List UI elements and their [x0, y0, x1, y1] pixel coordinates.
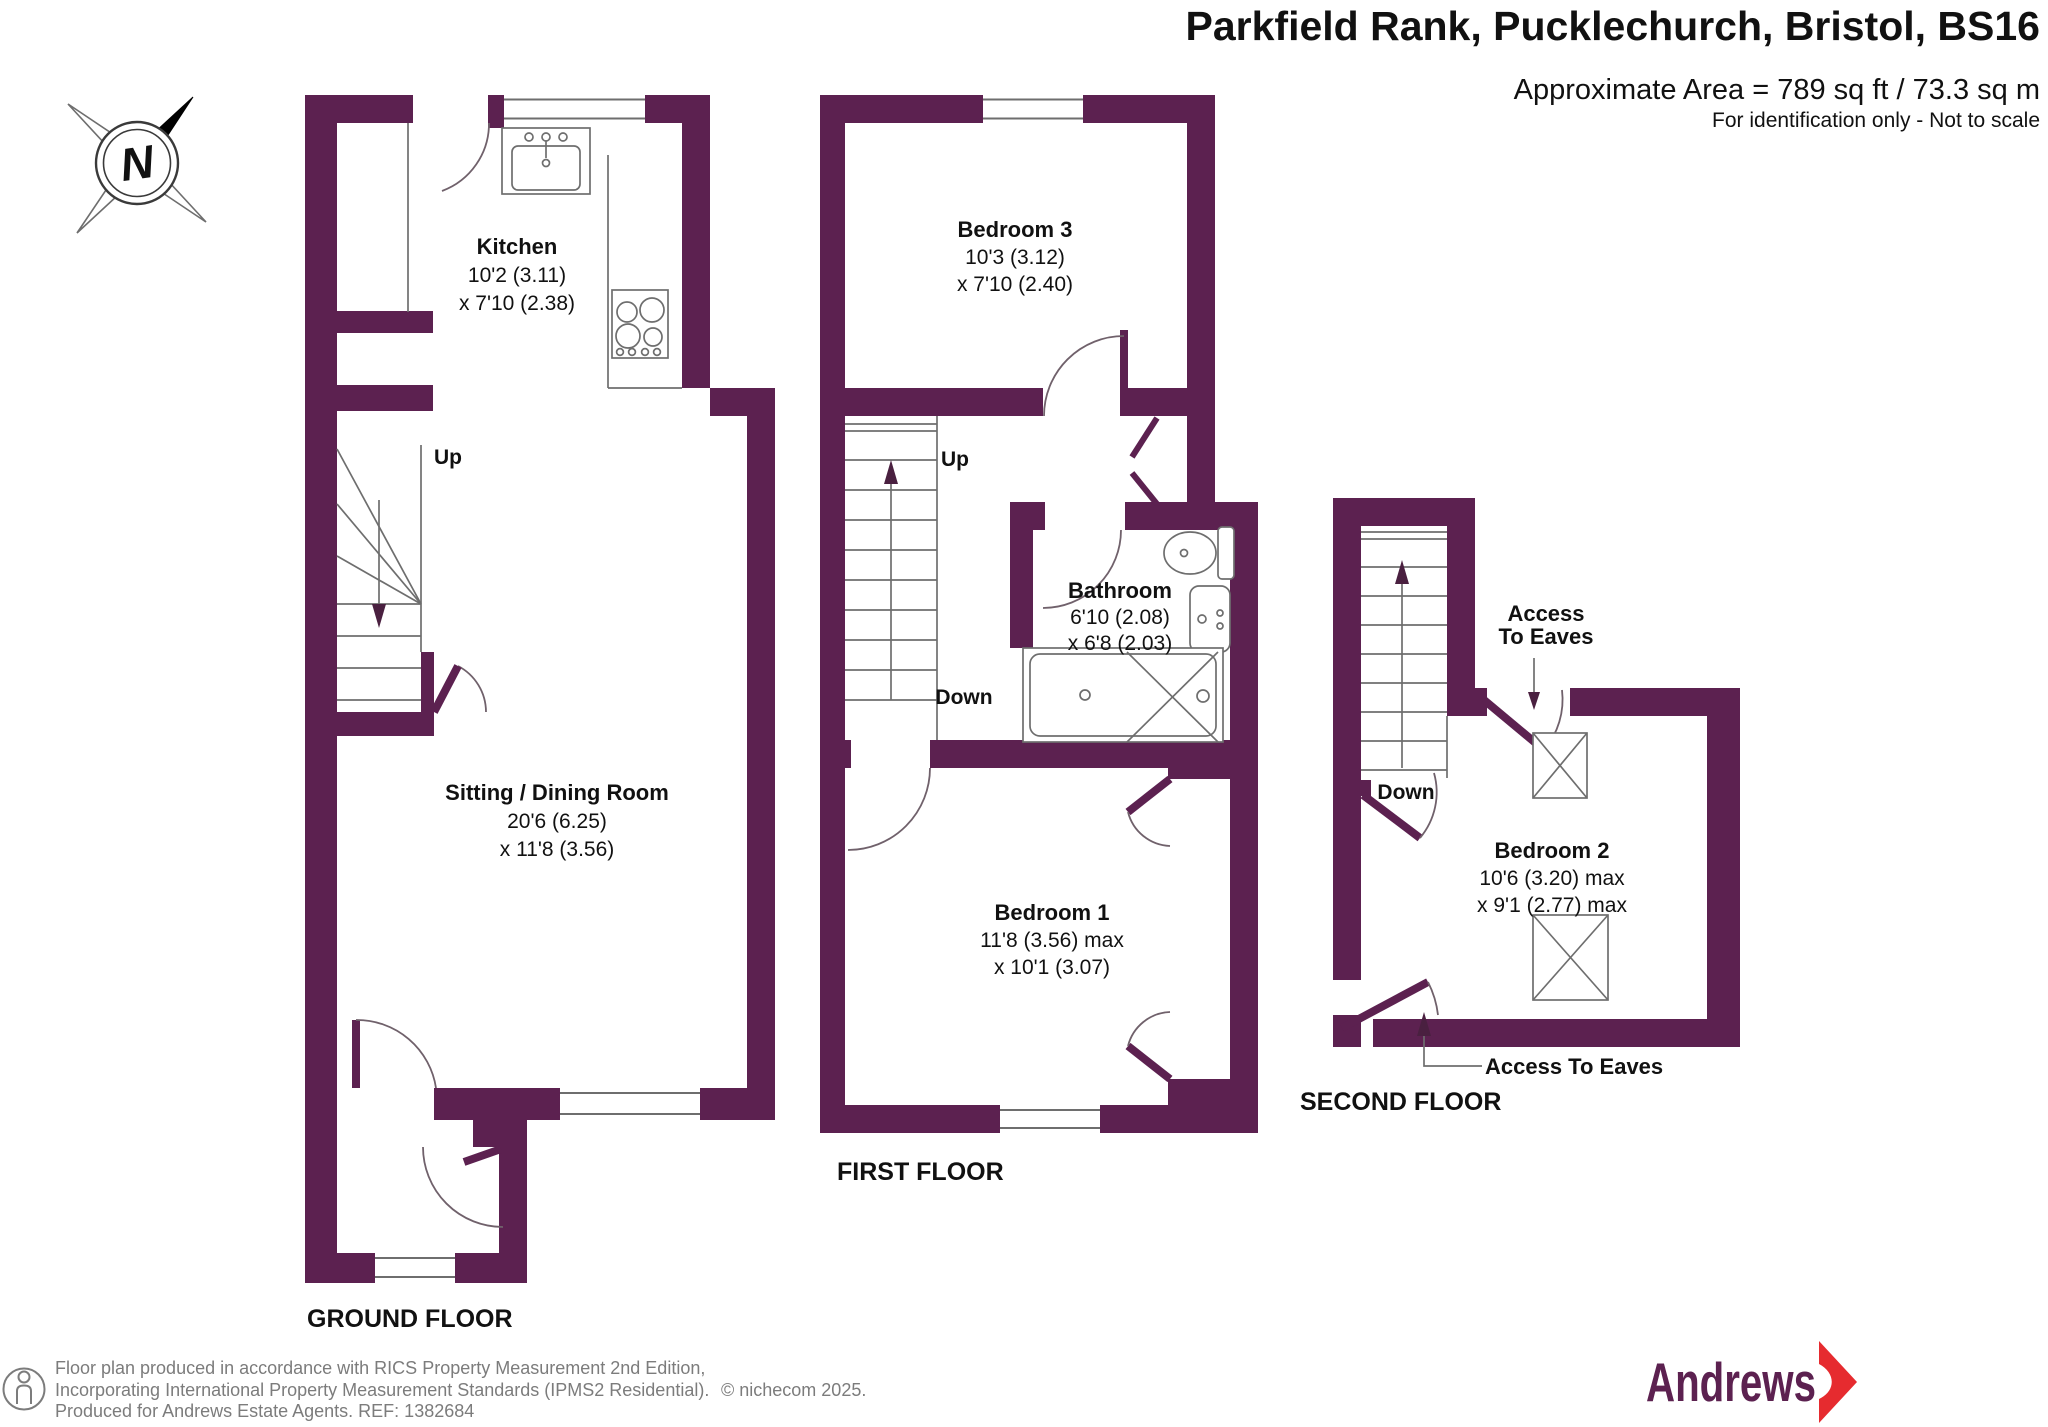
room-label-bedroom2: Bedroom 2: [1494, 838, 1610, 863]
ground-stairs: [337, 445, 421, 700]
bath-shower-icon: [1023, 648, 1223, 742]
second-floor-plan: [1300, 498, 1740, 1116]
access-eaves-top-line2: To Eaves: [1498, 624, 1594, 649]
room-label-bedroom1: Bedroom 1: [994, 900, 1110, 925]
stairs-up-label-first: Up: [941, 448, 969, 471]
second-floor-label: SECOND FLOOR: [1300, 1088, 1502, 1116]
footer-line1: Floor plan produced in accordance with RICS Property Measurement 2nd Edition,: [55, 1358, 706, 1378]
header: [1186, 3, 2040, 132]
first-floor-label: FIRST FLOOR: [837, 1158, 1004, 1186]
first-floor-plan: [820, 95, 1258, 1186]
page-title: Parkfield Rank, Pucklechurch, Bristol, BS16: [1185, 3, 2040, 49]
toilet-icon: [1164, 527, 1234, 579]
stairs-down-label-first: Down: [935, 686, 993, 709]
room-dim-kitchen-1: 10'2 (3.11): [467, 264, 567, 287]
second-stairs: [1361, 532, 1447, 778]
eaves-top-arrowhead: [1528, 692, 1540, 710]
andrews-logo: [1646, 1341, 1857, 1423]
compass-icon: [68, 97, 206, 233]
room-dim-bedroom2-2: x 9'1 (2.77) max: [1477, 894, 1627, 917]
person-icon: [4, 1369, 45, 1410]
andrews-chevron-icon: [1819, 1341, 1857, 1423]
area-text: Approximate Area = 789 sq ft / 73.3 sq m: [1513, 74, 2040, 106]
footer-copyright: © nichecom 2025.: [721, 1380, 867, 1400]
room-label-bedroom3: Bedroom 3: [957, 217, 1073, 242]
stairs-up-label-ground: Up: [434, 446, 462, 469]
disclaimer-text: For identification only - Not to scale: [1712, 109, 2040, 132]
room-label-bathroom: Bathroom: [1068, 578, 1172, 603]
first-stairs: [845, 416, 937, 740]
stairs-up-arrowhead-second: [1395, 560, 1409, 584]
compass-north-letter: N: [116, 134, 158, 192]
room-dim-bathroom-2: x 6'8 (2.03): [1067, 632, 1173, 655]
stairs-up-arrowhead-first: [884, 460, 898, 484]
room-dim-bedroom1-2: x 10'1 (3.07): [993, 956, 1111, 979]
room-dim-bedroom3-1: 10'3 (3.12): [965, 246, 1065, 269]
footer-line3: Produced for Andrews Estate Agents. REF: 1382684: [55, 1401, 475, 1421]
footer: [4, 1358, 867, 1421]
room-label-sitting: Sitting / Dining Room: [445, 780, 669, 805]
room-dim-sitting-1: 20'6 (6.25): [507, 810, 607, 833]
kitchen-sink-icon: [502, 128, 590, 194]
ground-floor-label: GROUND FLOOR: [307, 1305, 513, 1333]
room-dim-bedroom1-1: 11'8 (3.56) max: [980, 929, 1124, 952]
andrews-logo-text: Andrews: [1646, 1351, 1816, 1413]
room-label-kitchen: Kitchen: [476, 234, 558, 259]
kitchen-hob-icon: [612, 290, 668, 358]
room-dim-bathroom-1: 6'10 (2.08): [1070, 606, 1170, 629]
footer-line2: Incorporating International Property Measurement Standards (IPMS2 Residential).: [55, 1380, 710, 1400]
room-dim-sitting-2: x 11'8 (3.56): [499, 838, 615, 861]
ground-floor-plan: [305, 95, 775, 1333]
basin-icon: [1190, 586, 1230, 652]
access-eaves-bottom-label: Access To Eaves: [1485, 1054, 1664, 1079]
stairs-down-label-second: Down: [1377, 781, 1435, 804]
stairs-down-arrowhead: [372, 604, 386, 628]
access-eaves-top-line1: Access: [1507, 601, 1585, 626]
room-dim-bedroom2-1: 10'6 (3.20) max: [1479, 867, 1625, 890]
room-dim-kitchen-2: x 7'10 (2.38): [458, 292, 576, 315]
room-dim-bedroom3-2: x 7'10 (2.40): [956, 273, 1074, 296]
